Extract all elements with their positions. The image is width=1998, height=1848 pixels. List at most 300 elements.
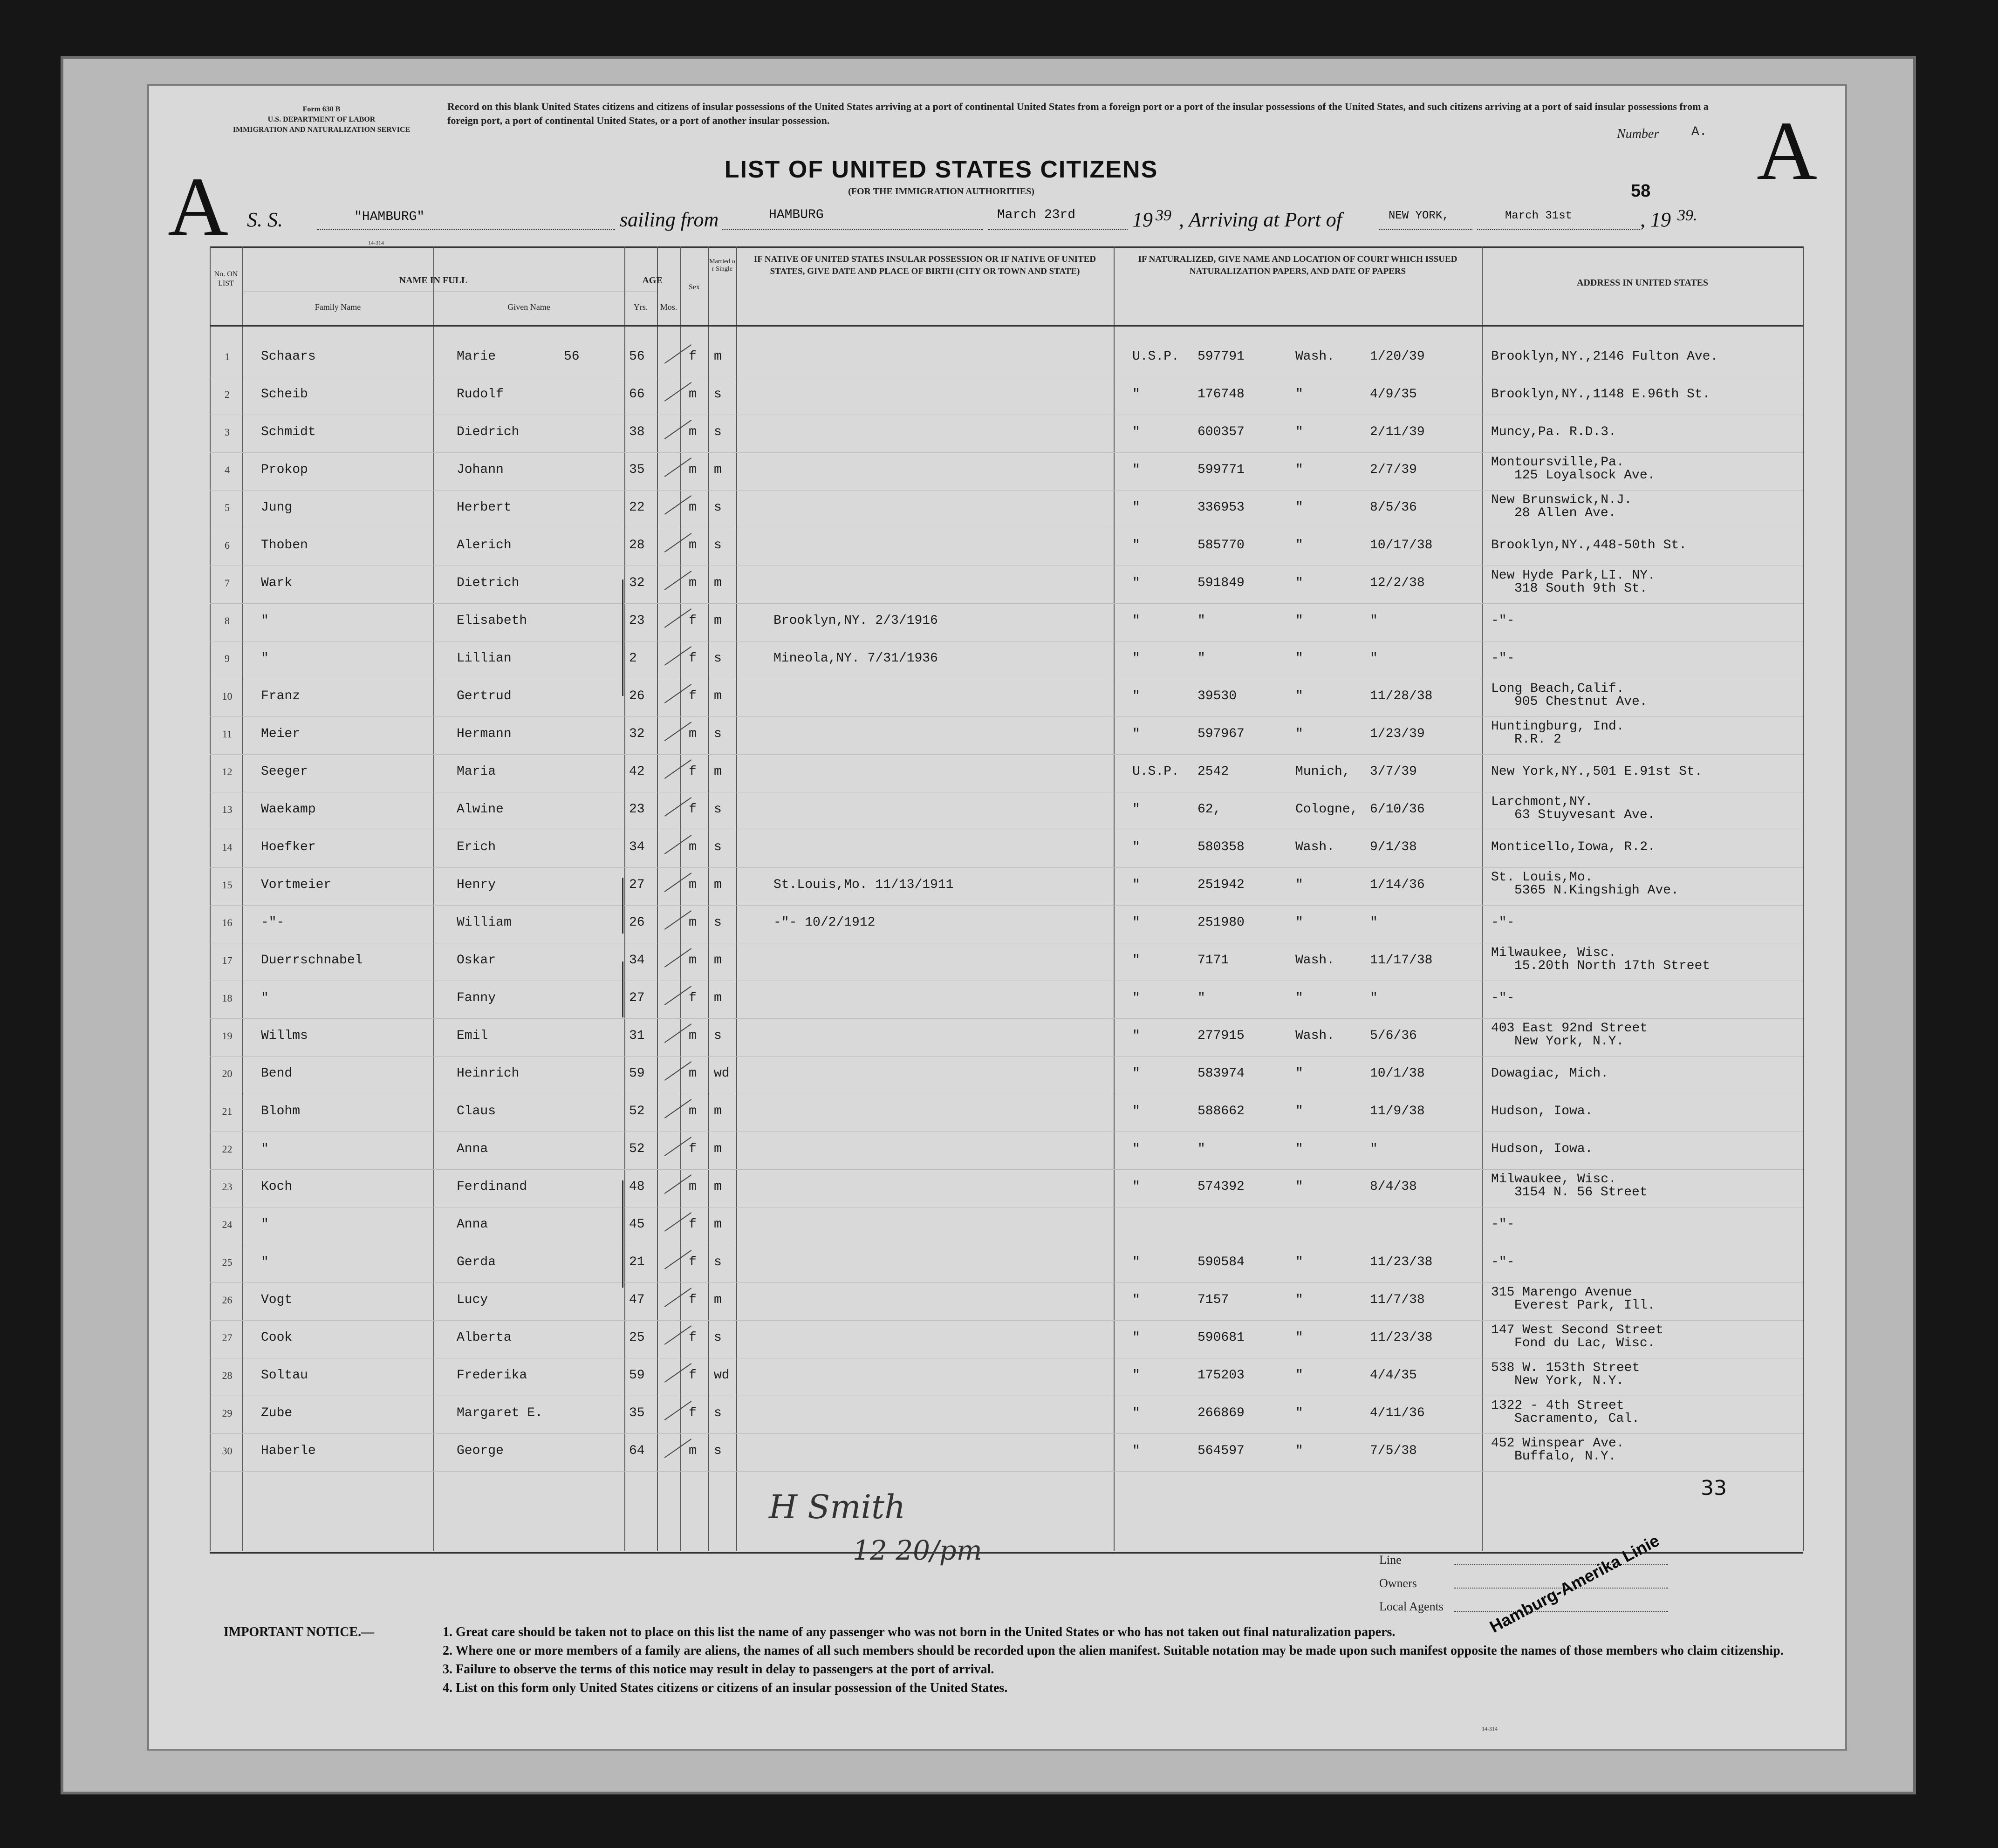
cell-yrs: 59 bbox=[629, 1066, 645, 1081]
cell-ms: wd bbox=[714, 1368, 730, 1383]
cell-ms: s bbox=[714, 1029, 722, 1043]
arrival-year: 39. bbox=[1677, 207, 1697, 224]
cell-nat-court: Wash. bbox=[1295, 1029, 1335, 1043]
line-field bbox=[1379, 1553, 1402, 1567]
row-rule bbox=[210, 1056, 1803, 1057]
cell-nat-date: 1/23/39 bbox=[1370, 727, 1425, 741]
cell-given: Alberta bbox=[457, 1330, 512, 1345]
cell-addr1: -"- bbox=[1491, 1217, 1515, 1232]
cell-addr1: Brooklyn,NY.,448-50th St. bbox=[1491, 538, 1687, 552]
cell-nat-date: 11/23/38 bbox=[1370, 1255, 1433, 1269]
cell-no: 28 bbox=[222, 1370, 233, 1381]
cell-ms: wd bbox=[714, 1066, 730, 1081]
cell-addr1: -"- bbox=[1491, 1255, 1515, 1269]
cell-sex: m bbox=[689, 1180, 697, 1194]
cell-ms: m bbox=[714, 349, 722, 364]
cell-nat-prefix: " bbox=[1132, 1293, 1140, 1307]
cell-family: Jung bbox=[261, 500, 293, 515]
cell-nat-court: " bbox=[1295, 915, 1303, 930]
cell-addr1: Brooklyn,NY.,2146 Fulton Ave. bbox=[1491, 349, 1718, 364]
owners-label: Owners bbox=[1379, 1576, 1417, 1590]
cell-nat-prefix: " bbox=[1132, 840, 1140, 854]
cell-yrs: 59 bbox=[629, 1368, 645, 1383]
cell-yrs: 21 bbox=[629, 1255, 645, 1269]
cell-family: " bbox=[261, 1255, 269, 1269]
arrival-year-prefix: , 19 bbox=[1640, 208, 1671, 231]
cell-nat-prefix: " bbox=[1132, 387, 1140, 402]
column-divider bbox=[433, 246, 434, 1551]
cell-nat-date: " bbox=[1370, 651, 1378, 666]
line-dots bbox=[1454, 1564, 1668, 1565]
cell-nat-court: " bbox=[1295, 614, 1303, 628]
cell-nat-no: 585770 bbox=[1197, 538, 1245, 552]
cell-yrs: 32 bbox=[629, 727, 645, 741]
family-bracket bbox=[622, 1180, 623, 1288]
cell-yrs: 34 bbox=[629, 953, 645, 968]
cell-yrs: 22 bbox=[629, 500, 645, 515]
row-rule bbox=[210, 1282, 1803, 1283]
cell-nat-no: 266869 bbox=[1197, 1406, 1245, 1420]
instructions-text: Record on this blank United States citizens and citizens of insular possessions of the United States arriving at a port of continental United States from a foreign port or a port of the insular possessions of the United States, and such citizens arriving at a port of said insular possessions from a foreign port, a port of continental United States, or a port of another insular possession. bbox=[447, 101, 1709, 126]
cell-nat-date: 8/4/38 bbox=[1370, 1180, 1417, 1194]
row-rule bbox=[210, 1433, 1803, 1434]
cell-family: Waekamp bbox=[261, 802, 316, 817]
cell-addr2: New York, N.Y. bbox=[1514, 1034, 1624, 1049]
cell-nat-no: 2542 bbox=[1197, 764, 1229, 779]
form-letter-left: A bbox=[168, 160, 228, 253]
row-rule bbox=[210, 1471, 1803, 1472]
header-mos: Mos. bbox=[660, 302, 677, 312]
cell-addr2: 5365 N.Kingshigh Ave. bbox=[1514, 883, 1679, 898]
cell-given: Gerda bbox=[457, 1255, 496, 1269]
column-divider bbox=[242, 246, 243, 1551]
department-name: U.S. DEPARTMENT OF LABOR bbox=[267, 116, 376, 123]
ship-underline bbox=[317, 229, 615, 230]
cell-nat-date: 11/7/38 bbox=[1370, 1293, 1425, 1307]
owners-field bbox=[1379, 1576, 1417, 1590]
cell-family: Vogt bbox=[261, 1293, 293, 1307]
cell-sex: f bbox=[689, 1293, 697, 1307]
cell-no: 13 bbox=[222, 804, 233, 815]
cell-nat-prefix: " bbox=[1132, 727, 1140, 741]
cell-ms: s bbox=[714, 840, 722, 854]
cell-addr1: 147 West Second Street bbox=[1491, 1323, 1663, 1337]
cell-given: George bbox=[457, 1444, 504, 1458]
column-divider bbox=[657, 246, 658, 1551]
cell-nat-date: " bbox=[1370, 1142, 1378, 1156]
cell-given: Diedrich bbox=[457, 425, 520, 439]
cell-nat-court: Wash. bbox=[1295, 840, 1335, 854]
cell-no: 8 bbox=[225, 615, 230, 627]
cell-yrs: 32 bbox=[629, 576, 645, 590]
cell-nat-no: 7157 bbox=[1197, 1293, 1229, 1307]
cell-nat-prefix: " bbox=[1132, 614, 1140, 628]
cell-nat-court: " bbox=[1295, 878, 1303, 892]
cell-nat-date: 4/9/35 bbox=[1370, 387, 1417, 402]
cell-yrs: 35 bbox=[629, 463, 645, 477]
cell-sex: m bbox=[689, 500, 697, 515]
cell-nat-date: 11/28/38 bbox=[1370, 689, 1433, 703]
cell-yrs: 31 bbox=[629, 1029, 645, 1043]
cell-ms: m bbox=[714, 614, 722, 628]
cell-addr1: 452 Winspear Ave. bbox=[1491, 1436, 1624, 1451]
notice-item: 3. Failure to observe the terms of this notice may result in delay to passengers at the port of arrival. bbox=[443, 1662, 994, 1677]
cell-family: Seeger bbox=[261, 764, 308, 779]
cell-given: Oskar bbox=[457, 953, 496, 968]
cell-sex: m bbox=[689, 387, 697, 402]
cell-ms: s bbox=[714, 1330, 722, 1345]
cell-nat-court: " bbox=[1295, 991, 1303, 1005]
cell-given: Erich bbox=[457, 840, 496, 854]
cell-birth: -"- 10/2/1912 bbox=[773, 915, 876, 930]
cell-nat-prefix: " bbox=[1132, 1406, 1140, 1420]
cell-nat-prefix: " bbox=[1132, 425, 1140, 439]
cell-sex: m bbox=[689, 1066, 697, 1081]
cell-family: " bbox=[261, 1142, 269, 1156]
cell-nat-court: " bbox=[1295, 1368, 1303, 1383]
column-divider bbox=[624, 246, 625, 1551]
cell-nat-court: Wash. bbox=[1295, 953, 1335, 968]
cell-nat-no: 597967 bbox=[1197, 727, 1245, 741]
cell-no: 5 bbox=[225, 502, 230, 513]
cell-addr2: Buffalo, N.Y. bbox=[1514, 1449, 1616, 1464]
cell-addr2: 28 Allen Ave. bbox=[1514, 506, 1616, 520]
cell-no: 29 bbox=[222, 1407, 233, 1419]
cell-family: Schaars bbox=[261, 349, 316, 364]
cell-given: Alwine bbox=[457, 802, 504, 817]
cell-yrs: 27 bbox=[629, 991, 645, 1005]
arriving-label: , Arriving at Port of bbox=[1179, 208, 1342, 231]
notice-row bbox=[224, 1623, 1822, 1642]
cell-no: 19 bbox=[222, 1030, 233, 1042]
cell-nat-court: " bbox=[1295, 500, 1303, 515]
cell-sex: m bbox=[689, 915, 697, 930]
cell-nat-date: 1/14/36 bbox=[1370, 878, 1425, 892]
date-underline bbox=[988, 229, 1128, 230]
cell-nat-date: 9/1/38 bbox=[1370, 840, 1417, 854]
cell-yrs: 35 bbox=[629, 1406, 645, 1420]
form-identifier bbox=[214, 104, 429, 135]
footer-code: 14-314 bbox=[1482, 1725, 1498, 1732]
family-bracket bbox=[622, 962, 623, 1017]
cell-ms: s bbox=[714, 1406, 722, 1420]
cell-given: Claus bbox=[457, 1104, 496, 1118]
cell-sex: f bbox=[689, 1406, 697, 1420]
cell-addr1: -"- bbox=[1491, 915, 1515, 930]
cell-nat-court: " bbox=[1295, 425, 1303, 439]
row-rule bbox=[210, 905, 1803, 906]
cell-nat-date: 11/9/38 bbox=[1370, 1104, 1425, 1118]
header-naturalization: IF NATURALIZED, GIVE NAME AND LOCATION OF COURT WHICH ISSUED NATURALIZATION PAPERS, AND DATE OF PAPERS bbox=[1138, 254, 1457, 276]
cell-addr2: Everest Park, Ill. bbox=[1514, 1298, 1656, 1313]
cell-no: 25 bbox=[222, 1256, 233, 1268]
cell-no: 20 bbox=[222, 1068, 233, 1079]
cell-nat-prefix: " bbox=[1132, 1029, 1140, 1043]
cell-given: Anna bbox=[457, 1217, 488, 1232]
cell-nat-court: " bbox=[1295, 689, 1303, 703]
cell-nat-court: " bbox=[1295, 1104, 1303, 1118]
cell-given: Heinrich bbox=[457, 1066, 520, 1081]
cell-sex: m bbox=[689, 538, 697, 552]
cell-nat-date: 4/4/35 bbox=[1370, 1368, 1417, 1383]
agents-dots bbox=[1454, 1611, 1668, 1612]
cell-addr1: New Hyde Park,LI. NY. bbox=[1491, 568, 1656, 583]
cell-given: Henry bbox=[457, 878, 496, 892]
cell-yrs: 34 bbox=[629, 840, 645, 854]
column-divider bbox=[1114, 246, 1115, 1551]
cell-addr2: Fond du Lac, Wisc. bbox=[1514, 1336, 1656, 1350]
cell-nat-no: 175203 bbox=[1197, 1368, 1245, 1383]
column-divider bbox=[210, 246, 211, 1551]
cell-nat-prefix: " bbox=[1132, 991, 1140, 1005]
cell-family: " bbox=[261, 991, 269, 1005]
cell-given: Alerich bbox=[457, 538, 512, 552]
cell-family: Wark bbox=[261, 576, 293, 590]
column-divider bbox=[708, 246, 709, 1551]
cell-nat-prefix: " bbox=[1132, 802, 1140, 817]
cell-no: 6 bbox=[225, 539, 230, 551]
cell-no: 21 bbox=[222, 1105, 233, 1117]
cell-nat-prefix: " bbox=[1132, 1104, 1140, 1118]
agents-label: Local Agents bbox=[1379, 1600, 1444, 1613]
family-bracket bbox=[622, 580, 623, 696]
header-given-name: Given Name bbox=[507, 302, 550, 312]
cell-nat-no: 564597 bbox=[1197, 1444, 1245, 1458]
header-yrs: Yrs. bbox=[633, 302, 648, 312]
cell-nat-no: " bbox=[1197, 991, 1205, 1005]
cell-yrs: 25 bbox=[629, 1330, 645, 1345]
cell-addr2: 318 South 9th St. bbox=[1514, 581, 1648, 596]
manifest-page bbox=[147, 84, 1847, 1751]
cell-addr2: 3154 N. 56 Street bbox=[1514, 1185, 1648, 1200]
cell-given: Emil bbox=[457, 1029, 488, 1043]
cell-nat-prefix: " bbox=[1132, 953, 1140, 968]
cell-nat-no: 574392 bbox=[1197, 1180, 1245, 1194]
cell-yrs: 52 bbox=[629, 1142, 645, 1156]
cell-sex: f bbox=[689, 614, 697, 628]
cell-addr1: Dowagiac, Mich. bbox=[1491, 1066, 1609, 1081]
cell-ms: m bbox=[714, 764, 722, 779]
cell-addr2: New York, N.Y. bbox=[1514, 1374, 1624, 1388]
cell-no: 7 bbox=[225, 577, 230, 589]
cell-sex: m bbox=[689, 953, 697, 968]
column-divider bbox=[736, 246, 737, 1551]
cell-birth: Brooklyn,NY. 2/3/1916 bbox=[773, 614, 938, 628]
cell-nat-prefix: " bbox=[1132, 500, 1140, 515]
cell-no: 9 bbox=[225, 653, 230, 664]
cell-yrs: 2 bbox=[629, 651, 637, 666]
cell-sex: f bbox=[689, 802, 697, 817]
cell-yrs: 42 bbox=[629, 764, 645, 779]
cell-yrs: 47 bbox=[629, 1293, 645, 1307]
cell-no: 22 bbox=[222, 1143, 233, 1155]
cell-yrs: 52 bbox=[629, 1104, 645, 1118]
cell-given: Anna bbox=[457, 1142, 488, 1156]
cell-nat-date: 4/11/36 bbox=[1370, 1406, 1425, 1420]
cell-addr1: -"- bbox=[1491, 991, 1515, 1005]
cell-nat-date: 5/6/36 bbox=[1370, 1029, 1417, 1043]
cell-nat-date: " bbox=[1370, 915, 1378, 930]
cell-sex: m bbox=[689, 1444, 697, 1458]
cell-nat-prefix: " bbox=[1132, 1255, 1140, 1269]
sail-year-prefix: 19 bbox=[1132, 208, 1153, 231]
cell-sex: m bbox=[689, 576, 697, 590]
cell-nat-court: Wash. bbox=[1295, 349, 1335, 364]
cell-ms: s bbox=[714, 538, 722, 552]
cell-yrs: 64 bbox=[629, 1444, 645, 1458]
column-divider bbox=[680, 246, 681, 1551]
cell-addr1: Muncy,Pa. R.D.3. bbox=[1491, 425, 1616, 439]
cell-sex: f bbox=[689, 1142, 697, 1156]
from-port: HAMBURG bbox=[769, 208, 824, 222]
cell-sex: m bbox=[689, 463, 697, 477]
notice-item: 1. Great care should be taken not to place on this list the name of any passenger who was not born in the United States or who has not taken out final naturalization papers. bbox=[443, 1625, 1396, 1639]
cell-addr1: Milwaukee, Wisc. bbox=[1491, 946, 1616, 960]
row-rule bbox=[210, 1320, 1803, 1321]
cell-ms: s bbox=[714, 727, 722, 741]
cell-addr2: 15.20th North 17th Street bbox=[1514, 959, 1711, 973]
cell-nat-no: 176748 bbox=[1197, 387, 1245, 402]
cell-addr1: 1322 - 4th Street bbox=[1491, 1398, 1624, 1413]
cell-nat-prefix: " bbox=[1132, 576, 1140, 590]
cell-nat-no: 588662 bbox=[1197, 1104, 1245, 1118]
cell-sex: f bbox=[689, 651, 697, 666]
notice-label: IMPORTANT NOTICE.— bbox=[224, 1625, 375, 1639]
arrival-date-underline bbox=[1477, 229, 1640, 230]
cell-addr2: R.R. 2 bbox=[1514, 732, 1561, 747]
cell-nat-no: 7171 bbox=[1197, 953, 1229, 968]
cell-no: 11 bbox=[222, 728, 233, 740]
cell-addr1: Brooklyn,NY.,1148 E.96th St. bbox=[1491, 387, 1711, 402]
cell-given: Elisabeth bbox=[457, 614, 527, 628]
cell-yrs: 56 bbox=[629, 349, 645, 364]
cell-given: Ferdinand bbox=[457, 1180, 527, 1194]
cell-nat-court: Cologne, bbox=[1295, 802, 1358, 817]
notice-item: 2. Where one or more members of a family are aliens, the names of all such members should be recorded upon the alien manifest. Suitable notation may be made upon such manifest opposite the names of those members who claim citizenship. bbox=[443, 1643, 1784, 1658]
cell-addr1: St. Louis,Mo. bbox=[1491, 870, 1593, 885]
cell-nat-no: 580358 bbox=[1197, 840, 1245, 854]
cell-addr2: 905 Chestnut Ave. bbox=[1514, 695, 1648, 709]
row-rule bbox=[210, 1018, 1803, 1019]
cell-nat-court: " bbox=[1295, 576, 1303, 590]
cell-no: 27 bbox=[222, 1332, 233, 1343]
cell-family: Scheib bbox=[261, 387, 308, 402]
cell-addr1: Montoursville,Pa. bbox=[1491, 455, 1624, 470]
family-bracket bbox=[622, 878, 623, 934]
line-stamp: Hamburg-Amerika Linie bbox=[1486, 1530, 1663, 1637]
cell-nat-court: " bbox=[1295, 651, 1303, 666]
cell-family: " bbox=[261, 1217, 269, 1232]
cell-nat-court: " bbox=[1295, 1330, 1303, 1345]
cell-addr1: Larchmont,NY. bbox=[1491, 795, 1593, 809]
cell-nat-date: 10/17/38 bbox=[1370, 538, 1433, 552]
cell-nat-date: 12/2/38 bbox=[1370, 576, 1425, 590]
voyage-line bbox=[149, 208, 1845, 236]
cell-nat-court: " bbox=[1295, 1293, 1303, 1307]
sheet-number: 58 bbox=[1631, 181, 1651, 201]
cell-no: 26 bbox=[222, 1294, 233, 1306]
cell-nat-prefix: " bbox=[1132, 1180, 1140, 1194]
cell-sex: m bbox=[689, 727, 697, 741]
cell-given: Gertrud bbox=[457, 689, 512, 703]
cell-nat-court: " bbox=[1295, 463, 1303, 477]
notice-item: 4. List on this form only United States citizens or citizens of an insular possession of the United States. bbox=[443, 1681, 1008, 1695]
cell-nat-prefix: " bbox=[1132, 1066, 1140, 1081]
header-place-of-birth: IF NATIVE OF UNITED STATES INSULAR POSSESSION OR IF NATIVE OF UNITED STATES, GIVE DATE AND PLACE OF BIRTH (CITY OR TOWN AND STATE) bbox=[753, 254, 1096, 276]
cell-ms: m bbox=[714, 953, 722, 968]
cell-nat-date: 7/5/38 bbox=[1370, 1444, 1417, 1458]
cell-sex: f bbox=[689, 1217, 697, 1232]
handwritten-note: 12 20/pm bbox=[853, 1534, 982, 1566]
cell-given: Maria bbox=[457, 764, 496, 779]
cell-sex: f bbox=[689, 764, 697, 779]
cell-given: Fanny bbox=[457, 991, 496, 1005]
line-label: Line bbox=[1379, 1553, 1402, 1567]
cell-nat-no: 591849 bbox=[1197, 576, 1245, 590]
cell-no: 14 bbox=[222, 841, 233, 853]
cell-yrs: 23 bbox=[629, 802, 645, 817]
cell-nat-no: 251942 bbox=[1197, 878, 1245, 892]
cell-nat-prefix: U.S.P. bbox=[1132, 764, 1179, 779]
cell-yrs: 45 bbox=[629, 1217, 645, 1232]
cell-sex: f bbox=[689, 349, 697, 364]
cell-yrs: 48 bbox=[629, 1180, 645, 1194]
cell-nat-date: 8/5/36 bbox=[1370, 500, 1417, 515]
cell-family: Zube bbox=[261, 1406, 293, 1420]
cell-nat-date: 10/1/38 bbox=[1370, 1066, 1425, 1081]
cell-no: 12 bbox=[222, 766, 233, 777]
cell-ms: m bbox=[714, 689, 722, 703]
port-underline bbox=[722, 229, 983, 230]
cell-ms: s bbox=[714, 802, 722, 817]
row-rule bbox=[210, 754, 1803, 755]
cell-sex: f bbox=[689, 991, 697, 1005]
cell-nat-date: 1/20/39 bbox=[1370, 349, 1425, 364]
cell-ms: s bbox=[714, 425, 722, 439]
cell-nat-prefix: " bbox=[1132, 1142, 1140, 1156]
cell-nat-no: 597791 bbox=[1197, 349, 1245, 364]
cell-addr1: Huntingburg, Ind. bbox=[1491, 719, 1624, 734]
row-rule bbox=[210, 867, 1803, 868]
code-mark: 14-314 bbox=[368, 239, 384, 246]
row-rule bbox=[210, 490, 1803, 491]
cell-ms: s bbox=[714, 500, 722, 515]
cell-given: William bbox=[457, 915, 512, 930]
arrival-port-underline bbox=[1379, 229, 1472, 230]
cell-ms: m bbox=[714, 991, 722, 1005]
sail-year: 39 bbox=[1156, 207, 1171, 224]
cell-family: Blohm bbox=[261, 1104, 301, 1118]
cell-sex: m bbox=[689, 840, 697, 854]
cell-family: Koch bbox=[261, 1180, 293, 1194]
cell-nat-no: 600357 bbox=[1197, 425, 1245, 439]
cell-nat-court: " bbox=[1295, 1255, 1303, 1269]
cell-nat-prefix: " bbox=[1132, 1330, 1140, 1345]
cell-nat-court: Munich, bbox=[1295, 764, 1350, 779]
form-letter-right: A bbox=[1757, 104, 1817, 197]
form-number: Form 630 B bbox=[302, 105, 341, 113]
cell-ms: m bbox=[714, 1142, 722, 1156]
cell-nat-court: " bbox=[1295, 1444, 1303, 1458]
column-divider bbox=[1482, 246, 1483, 1551]
cell-given: Margaret E. bbox=[457, 1406, 543, 1420]
agents-field bbox=[1379, 1600, 1444, 1614]
cell-nat-court: " bbox=[1295, 727, 1303, 741]
cell-nat-no: 590681 bbox=[1197, 1330, 1245, 1345]
cell-addr1: Hudson, Iowa. bbox=[1491, 1142, 1593, 1156]
row-rule bbox=[210, 716, 1803, 717]
ss-label: S. S. bbox=[247, 208, 283, 231]
